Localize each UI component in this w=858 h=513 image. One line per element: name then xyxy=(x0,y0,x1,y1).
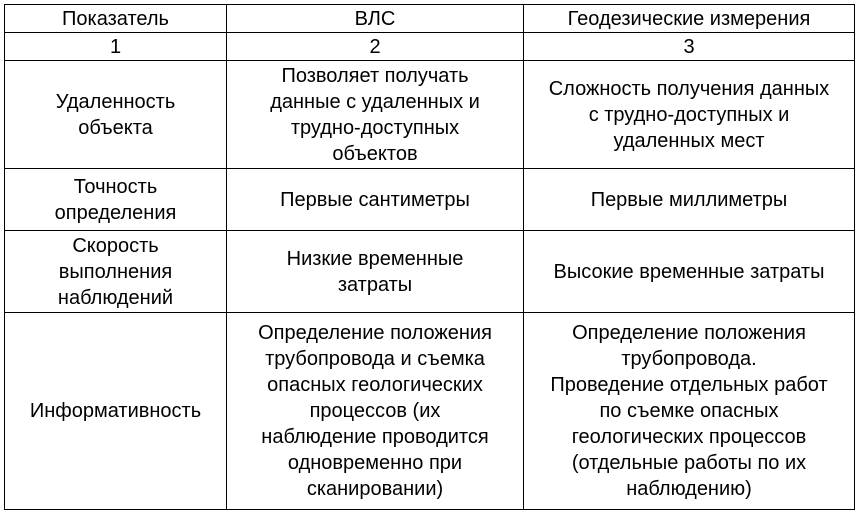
geodetic-cell xyxy=(524,169,855,231)
column-number-3: 3 xyxy=(524,33,855,61)
cell-line: выполнения xyxy=(58,260,173,283)
indicator-cell xyxy=(5,231,227,313)
header-geodetic: Геодезические измерения xyxy=(524,5,855,33)
indicator-cell xyxy=(5,61,227,169)
cell-line: определения xyxy=(54,201,177,224)
vls-cell xyxy=(227,61,524,169)
column-number-2: 2 xyxy=(227,33,524,61)
indicator-cell xyxy=(5,169,227,231)
cell-line: удаленных мест xyxy=(613,129,765,152)
cell-line: (отдельные работы по их xyxy=(571,452,807,474)
cell-line: Определение положения xyxy=(258,322,492,344)
cell-line: трубопровода и съемка xyxy=(265,348,485,370)
cell-line: Высокие временные затраты xyxy=(553,260,825,283)
cell-line: процессов (их xyxy=(309,400,441,422)
geodetic-cell xyxy=(524,61,855,169)
table-row xyxy=(5,169,855,231)
cell-line: Удаленность xyxy=(55,90,176,113)
header-row xyxy=(5,5,855,33)
vls-cell xyxy=(227,313,524,510)
cell-line: по съемке опасных xyxy=(599,400,779,422)
cell-line: с трудно-доступных и xyxy=(588,103,790,126)
cell-line: наблюдений xyxy=(57,286,174,309)
cell-line: Первые сантиметры xyxy=(280,188,470,211)
cell-line: Скорость xyxy=(72,234,159,257)
cell-line: наблюдению) xyxy=(626,478,752,500)
cell-line: Информативность xyxy=(29,400,202,422)
header-indicator: Показатель xyxy=(5,5,227,33)
cell-line: геологических процессов xyxy=(571,426,807,448)
cell-line: Низкие временные xyxy=(286,247,464,270)
cell-line: Определение положения xyxy=(572,322,806,344)
cell-line: данные с удаленных и xyxy=(270,90,480,113)
geodetic-cell xyxy=(524,231,855,313)
table-row xyxy=(5,231,855,313)
cell-line: Позволяет получать xyxy=(281,64,469,87)
comparison-table xyxy=(4,4,855,510)
cell-line: Сложность получения данных xyxy=(548,77,830,100)
cell-line: одновременно при xyxy=(287,452,463,474)
geodetic-cell xyxy=(524,313,855,510)
cell-line: опасных геологических xyxy=(267,374,483,396)
cell-line: сканировании) xyxy=(306,478,444,500)
cell-line: объектов xyxy=(332,142,418,165)
cell-line: трудно-доступных xyxy=(290,116,460,139)
column-number-row xyxy=(5,33,855,61)
cell-line: затраты xyxy=(337,273,413,296)
vls-cell xyxy=(227,231,524,313)
cell-line: Первые миллиметры xyxy=(590,188,788,211)
cell-line: трубопровода. xyxy=(621,348,757,370)
cell-line: Точность xyxy=(73,175,158,198)
indicator-cell xyxy=(5,313,227,510)
cell-line: объекта xyxy=(78,116,153,139)
header-vls: ВЛС xyxy=(227,5,524,33)
table-row xyxy=(5,313,855,510)
cell-line: наблюдение проводится xyxy=(261,426,489,448)
cell-line: Проведение отдельных работ xyxy=(550,374,828,396)
vls-cell xyxy=(227,169,524,231)
column-number-1: 1 xyxy=(5,33,227,61)
table-row xyxy=(5,61,855,169)
